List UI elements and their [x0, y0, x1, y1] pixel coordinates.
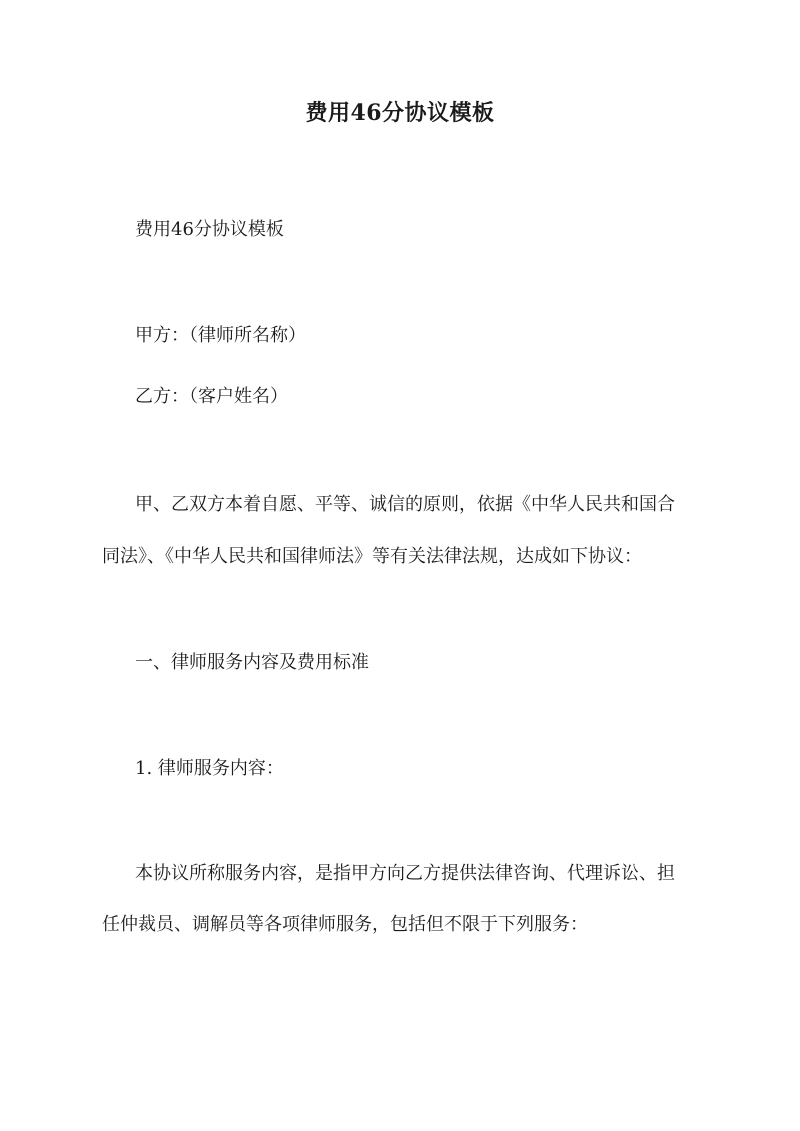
preamble-line-1: 甲、乙双方本着自愿、平等、诚信的原则，依据《中华人民共和国合 [135, 494, 675, 515]
section-1-heading: 一、律师服务内容及费用标准 [135, 652, 369, 673]
document-title: 费用46分协议模板 [305, 100, 495, 126]
party-b-line: 乙方：（客户姓名） [135, 386, 288, 407]
item-1-body-line-2: 任仲裁员、调解员等各项律师服务，包括但不限于下列服务： [102, 914, 588, 935]
item-1-heading: 1. 律师服务内容： [135, 758, 284, 779]
party-a-line: 甲方：（律师所名称） [135, 325, 306, 346]
item-1-body-line-1: 本协议所称服务内容，是指甲方向乙方提供法律咨询、代理诉讼、担 [135, 863, 675, 884]
preamble-line-2: 同法》、《中华人民共和国律师法》等有关法律法规，达成如下协议： [102, 546, 642, 567]
document-subtitle: 费用46分协议模板 [135, 219, 284, 240]
